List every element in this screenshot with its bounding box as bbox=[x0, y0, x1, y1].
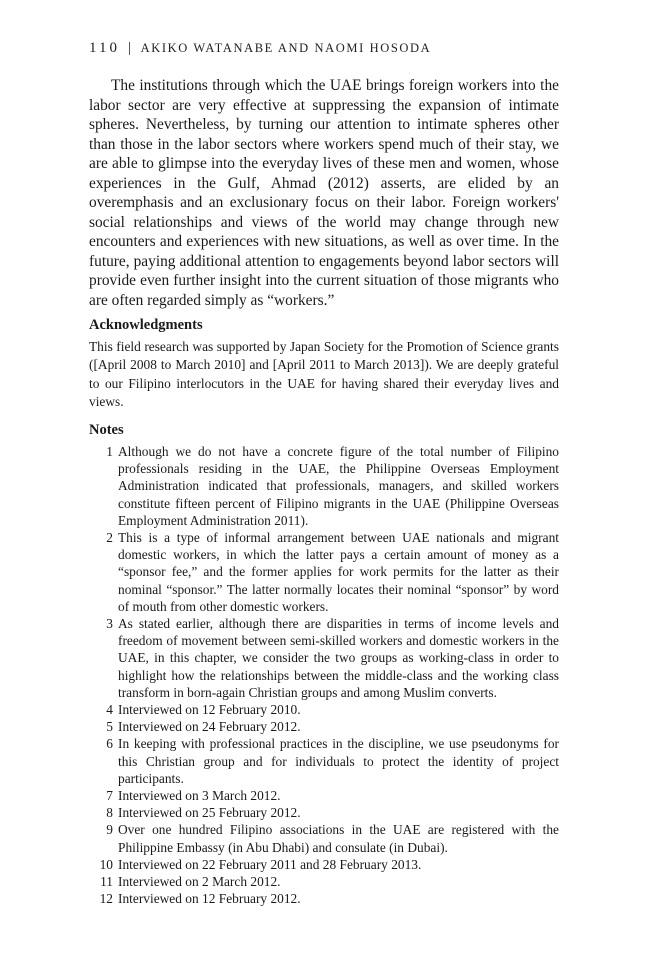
running-header bbox=[89, 40, 431, 57]
note-number: 6 bbox=[106, 736, 113, 752]
note-item bbox=[89, 701, 559, 718]
note-text: Interviewed on 22 February 2011 and 28 February 2013. bbox=[118, 856, 422, 872]
note-number: 1 bbox=[106, 444, 113, 459]
note-text: As stated earlier, although there are disparities in terms of income levels and freedom of movement between semi-skilled workers and domestic workers in the UAE, in this chapter, we consider the two groups as working-class in order to highlight how the relationships between the middle-class and the working class transform in born-again Christian groups and among Muslim converts. bbox=[118, 616, 559, 700]
note-text: Interviewed on 24 February 2012. bbox=[118, 719, 301, 735]
note-text: Interviewed on 12 February 2012. bbox=[118, 891, 301, 907]
note-text: Interviewed on 25 February 2012. bbox=[118, 805, 301, 821]
acknowledgments-heading: Acknowledgments bbox=[89, 317, 203, 333]
note-number: 12 bbox=[99, 891, 113, 907]
acknowledgments-text: This field research was supported by Japan Society for the Promotion of Science grants ([April 2008 to March 2010] and [April 2011 to March 2013]). We are deeply grateful to our Filipino interlocutors in the UAE for having shared their everyday lives and views. bbox=[89, 339, 559, 410]
notes-list bbox=[89, 443, 559, 907]
body-paragraph: The institutions through which the UAE brings foreign workers into the labor sector are very effective at suppressing the expansion of intimate spheres. Nevertheless, by turning our attention to intimate spheres other than those in the labor sectors where workers spend much of their stay, we are able to glimpse into the everyday lives of these men and women, whose experiences in the Gulf, Ahmad (2012) asserts, are elided by an overemphasis and an exclusionary focus on their labor. Foreign workers' social relationships and views of the world may change through new encounters and experiences with new situations, as well as over time. In the future, paying additional attention to engagements beyond labor sectors will provide even further insight into the current situation of those migrants who are often regarded simply as “workers.” bbox=[89, 77, 559, 309]
note-text: Although we do not have a concrete figure of the total number of Filipino professionals residing in the UAE, the Philippine Overseas Employment Administration indicated that professionals, managers, and skilled workers constitute fifteen percent of Filipino migrants in the UAE (Philippine Overseas Employment Administration 2011). bbox=[118, 444, 559, 528]
page-number: 110 bbox=[89, 40, 120, 56]
note-item bbox=[89, 821, 559, 855]
note-item bbox=[89, 718, 559, 735]
notes-heading: Notes bbox=[89, 422, 124, 438]
note-item bbox=[89, 804, 559, 821]
note-text: Interviewed on 12 February 2010. bbox=[118, 702, 301, 718]
note-number: 4 bbox=[106, 702, 113, 718]
header-authors: AKIKO WATANABE AND NAOMI HOSODA bbox=[140, 41, 432, 55]
note-text: Interviewed on 3 March 2012. bbox=[118, 788, 281, 804]
note-item bbox=[89, 787, 559, 804]
note-number: 9 bbox=[106, 822, 113, 838]
note-text: In keeping with professional practices in the discipline, we use pseudonyms for this Christian group and for individuals to protect the identity of project participants. bbox=[118, 736, 559, 786]
header-separator: | bbox=[127, 40, 133, 56]
note-number: 2 bbox=[106, 530, 113, 546]
note-item bbox=[89, 873, 559, 890]
note-number: 10 bbox=[99, 856, 113, 872]
note-number: 11 bbox=[100, 874, 113, 890]
note-number: 7 bbox=[106, 788, 113, 804]
note-text: Over one hundred Filipino associations in the UAE are registered with the Philippine Embassy (in Abu Dhabi) and consulate (in Dubai). bbox=[118, 822, 559, 855]
note-item bbox=[89, 443, 559, 529]
note-item bbox=[89, 529, 559, 615]
note-item bbox=[89, 890, 559, 907]
note-text: This is a type of informal arrangement between UAE nationals and migrant domestic workers, in which the latter pays a certain amount of money as a “sponsor fee,” and the former applies for work permits for the latter as their nominal “sponsor.” The latter normally locates their nominal “sponsor” by word of mouth from other domestic workers. bbox=[118, 530, 559, 614]
note-item bbox=[89, 856, 559, 873]
note-item bbox=[89, 615, 559, 701]
note-text: Interviewed on 2 March 2012. bbox=[118, 874, 281, 890]
note-number: 3 bbox=[106, 616, 113, 632]
note-number: 8 bbox=[106, 805, 113, 821]
note-item bbox=[89, 735, 559, 787]
note-number: 5 bbox=[106, 719, 113, 735]
